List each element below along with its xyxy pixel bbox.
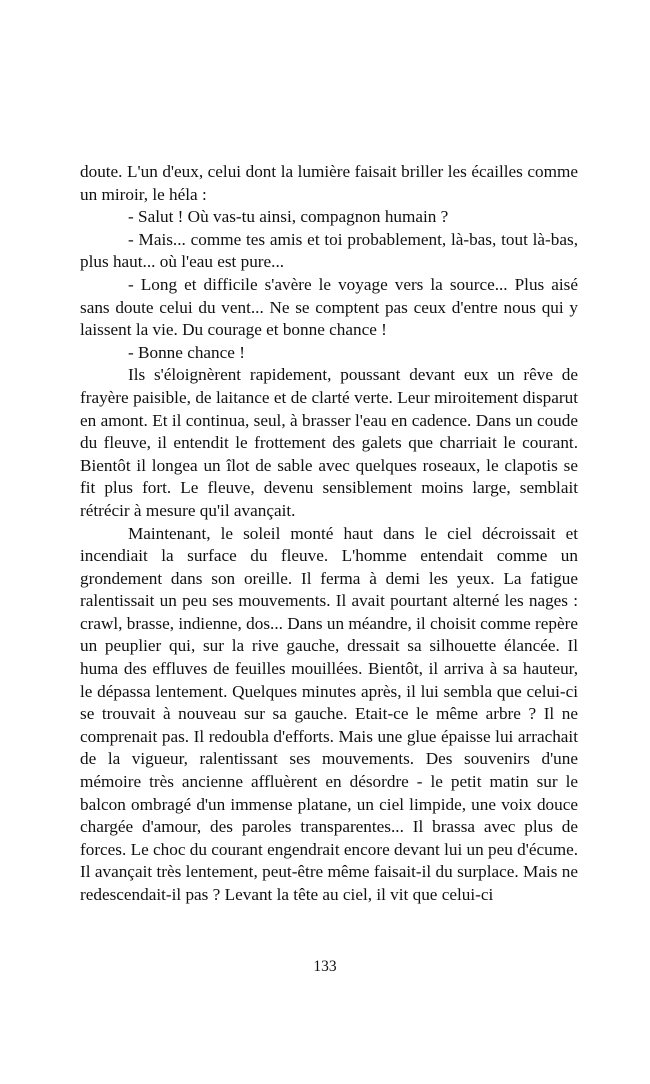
page-number: 133 <box>313 958 337 975</box>
paragraph-dialogue: - Long et difficile s'avère le voyage vers la source... Plus aisé sans doute celui du vent... Ne se comptent pas ceux d'entre nous qui y laissent la vie. Du courage et bonne chance ! <box>80 274 578 340</box>
paragraph-dialogue: - Bonne chance ! <box>128 342 245 362</box>
body-text <box>80 161 578 907</box>
paragraph-dialogue: - Mais... comme tes amis et toi probablement, là-bas, tout là-bas, plus haut... où l'eau est pure... <box>80 229 578 272</box>
paragraph: Maintenant, le soleil monté haut dans le ciel décroissait et incendiait la surface du fleuve. L'homme entendait comme un grondement dans son oreille. Il ferma à demi les yeux. La fatigue ralentissait un peu ses mouvements. Il avait pourtant alterné les nages : crawl, brasse, indienne, dos... Dans un méandre, il choisit comme repère un peuplier qui, sur la rive gauche, dressait sa silhouette élancée. Il huma des effluves de feuilles mouillées. Bientôt, il arriva à sa hauteur, le dépassa lentement. Quelques minutes après, il lui sembla que celui-ci se trouvait à nouveau sur sa gauche. Etait-ce le même arbre ? Il ne comprenait pas. Il redoubla d'efforts. Mais une glue épaisse lui arrachait de la vigueur, ralentissant ses mouvements. Des souvenirs d'une mémoire très ancienne affluèrent en désordre - le petit matin sur le balcon ombragé d'un immense platane, un ciel limpide, une voix douce chargée d'amour, des paroles transparentes... Il brassa avec plus de forces. Le choc du courant engendrait encore devant lui un peu d'écume. Il avançait très lentement, peut-être même faisait-il du surplace. Mais ne redescendait-il pas ? Levant la tête au ciel, il vit que celui-ci <box>80 523 578 904</box>
paragraph-dialogue: - Salut ! Où vas-tu ainsi, compagnon humain ? <box>128 207 449 227</box>
paragraph: doute. L'un d'eux, celui dont la lumière faisait briller les écailles comme un miroir, le héla : <box>80 162 578 204</box>
paragraph: Ils s'éloignèrent rapidement, poussant devant eux un rêve de frayère paisible, de laitance et de clarté verte. Leur miroitement disparut en amont. Et il continua, seul, à brasser l'eau en cadence. Dans un coude du fleuve, il entendit le frottement des galets que charriait le courant. Bientôt il longea un îlot de sable avec quelques roseaux, le clapotis se fit plus fort. Le fleuve, devenu sensiblement moins large, semblait rétrécir à mesure qu'il avançait. <box>80 365 578 520</box>
